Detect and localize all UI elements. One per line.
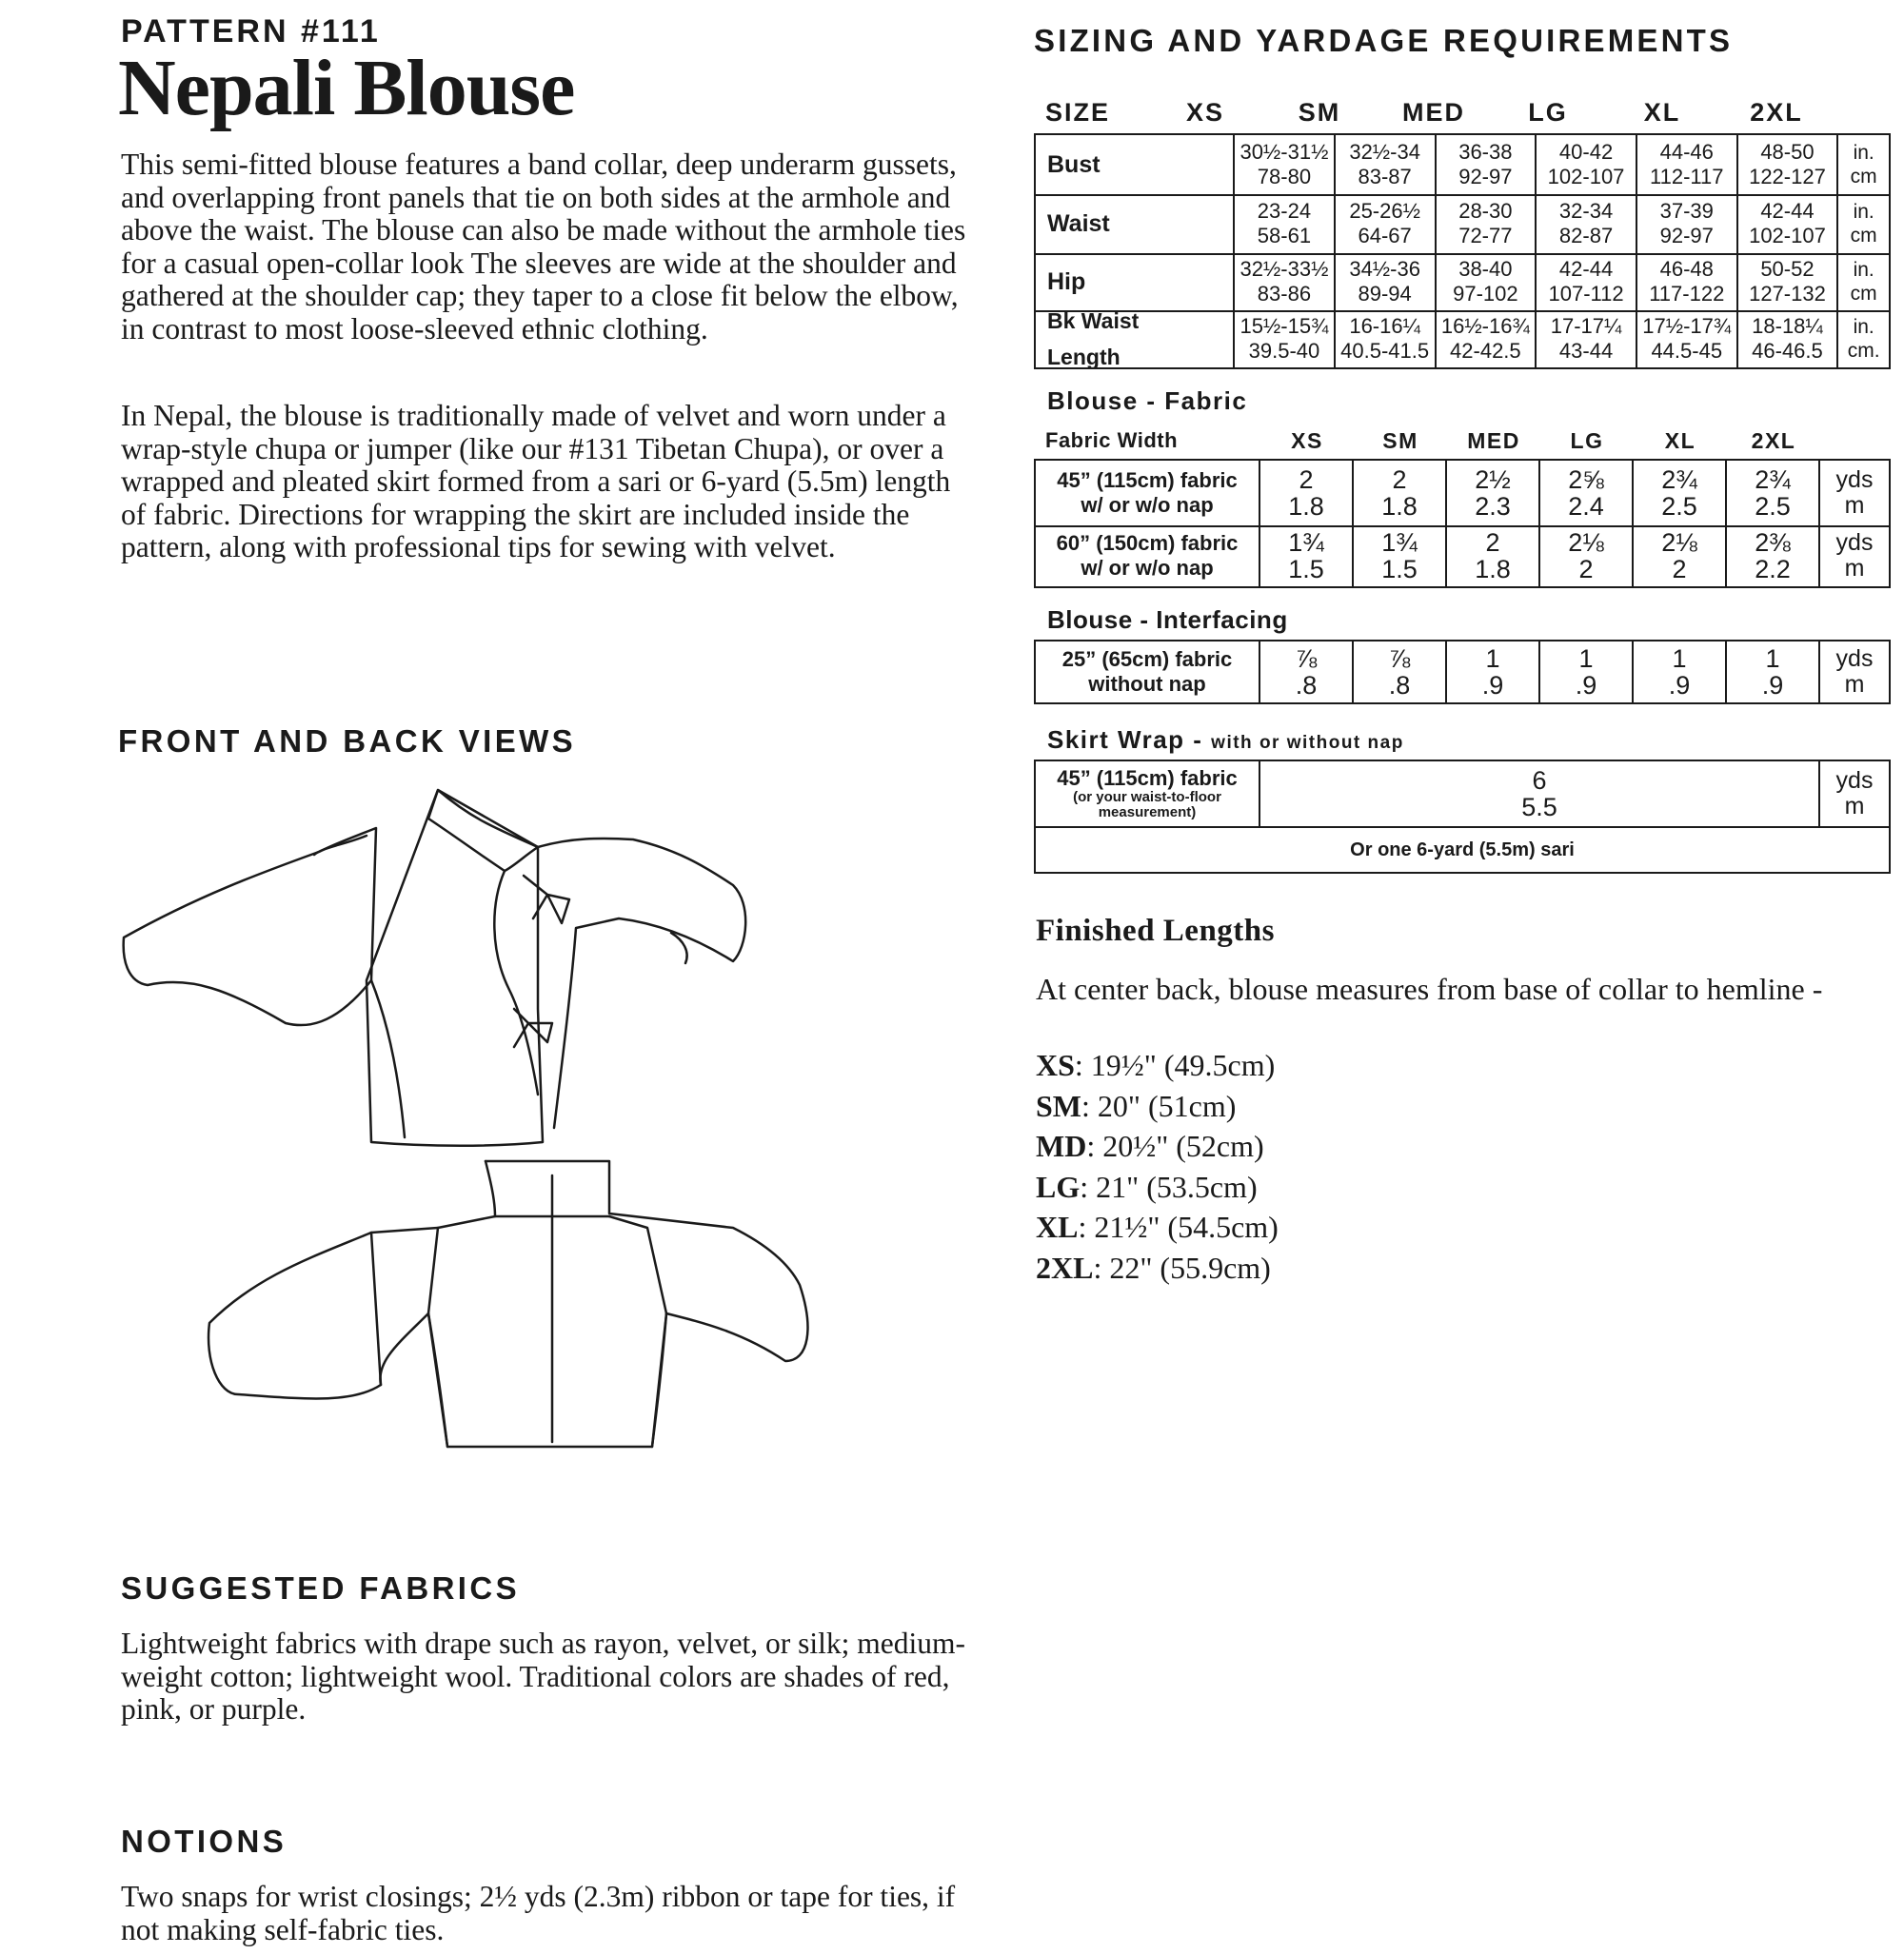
notions-text: Two snaps for wrist closings; 2½ yds (2.3m) ribbon or tape for ties, if not making self-fabric ties.: [121, 1880, 956, 1946]
fabric-width-header-row: Fabric Width XS SM MED LG XL 2XL: [1045, 428, 1796, 453]
blouse-interfacing-table: [1034, 640, 1891, 704]
table-row: Bk Waist Length 15½-15¾ 39.5-40 16-16¼ 40.5-41.5 16½-16¾ 42-42.5 17-17¼ 43-44 17½-17¾ 44.5-45 18-18¼ 46-46.5 in. cm.: [1036, 310, 1889, 367]
skirt-wrap-table: [1034, 760, 1891, 828]
table-row: Bust 30½-31½ 78-80 32½-34 83-87 36-38 92-97 40-42 102-107 44-46 112-117 48-50 122-127 in. cm: [1036, 135, 1889, 196]
blouse-interfacing-title: Blouse - Interfacing: [1047, 605, 1288, 634]
intro-paragraph-1: This semi-fitted blouse features a band collar, deep underarm gussets, and overlapping front panels that tie on both sides at the armhole and above the waist. The blouse can also be made without the armhole ties for a casual open-collar look The sleeves are wide at the shoulder and gathered at the shoulder cap; they taper to a close fit below the elbow, in contrast to most loose-sleeved ethnic clothing.: [121, 148, 966, 345]
blouse-fabric-table: [1034, 459, 1891, 588]
size-header-row: [1034, 91, 1891, 133]
list-item: SM: 20" (51cm): [1036, 1088, 1237, 1123]
fabrics-text: Lightweight fabrics with drape such as rayon, velvet, or silk; medium-weight cotton; lightweight wool. Traditional colors are shades of red, pink, or purple.: [121, 1627, 966, 1726]
table-row: 45” (115cm) fabric (or your waist-to-floor measurement) 6 5.5 yds m: [1036, 761, 1889, 826]
finished-lengths-heading: Finished Lengths: [1036, 914, 1275, 948]
size-med: MED: [1402, 98, 1465, 127]
size-xl: XL: [1643, 98, 1681, 127]
size-sm: SM: [1298, 98, 1341, 127]
list-item: XL: 21½" (54.5cm): [1036, 1210, 1279, 1244]
sizing-heading: SIZING AND YARDAGE REQUIREMENTS: [1034, 23, 1734, 58]
finished-lengths-intro: At center back, blouse measures from base of collar to hemline -: [1036, 972, 1823, 1006]
table-row: 60” (150cm) fabric w/ or w/o nap 1¾ 1.5 1¾ 1.5 2 1.8 2⅛ 2 2⅛ 2 2⅜ 2.2 yds m: [1036, 525, 1889, 586]
size-xs: XS: [1185, 98, 1225, 127]
garment-drawings: [114, 780, 971, 1504]
size-2xl: 2XL: [1750, 98, 1803, 127]
front-view-drawing: [124, 790, 746, 1146]
size-label: SIZE: [1045, 98, 1111, 127]
list-item: MD: 20½" (52cm): [1036, 1129, 1264, 1163]
finished-lengths-list: [1036, 1045, 1279, 1288]
size-lg: LG: [1528, 98, 1568, 127]
list-item: XS: 19½" (49.5cm): [1036, 1048, 1276, 1082]
blouse-fabric-title: Blouse - Fabric: [1047, 386, 1248, 415]
table-row: Waist 23-24 58-61 25-26½ 64-67 28-30 72-77 32-34 82-87 37-39 92-97 42-44 102-107 in. cm: [1036, 194, 1889, 255]
views-heading: FRONT AND BACK VIEWS: [118, 723, 577, 759]
page-title: Nepali Blouse: [118, 44, 575, 132]
skirt-sari-note: Or one 6-yard (5.5m) sari: [1034, 828, 1891, 874]
pattern-number: PATTERN #111: [121, 13, 381, 49]
table-row: Hip 32½-33½ 83-86 34½-36 89-94 38-40 97-102 42-44 107-112 46-48 117-122 50-52 127-132 in. cm: [1036, 253, 1889, 312]
list-item: 2XL: 22" (55.9cm): [1036, 1250, 1271, 1285]
body-measurements-table: [1034, 133, 1891, 369]
skirt-wrap-title: Skirt Wrap - with or without nap: [1047, 725, 1404, 754]
notions-heading: NOTIONS: [121, 1824, 288, 1859]
table-row: 25” (65cm) fabric without nap ⅞ .8 ⅞ .8 1 .9 1 .9 1 .9 1 .9 yds m: [1036, 641, 1889, 702]
table-row: 45” (115cm) fabric w/ or w/o nap 2 1.8 2 1.8 2½ 2.3 2⅝ 2.4 2¾ 2.5 2¾ 2.5 yds m: [1036, 461, 1889, 527]
intro-paragraph-2: In Nepal, the blouse is traditionally made of velvet and worn under a wrap-style chupa or jumper (like our #131 Tibetan Chupa), or over a wrapped and pleated skirt formed from a sari or 6-yard (5.5m) length of fabric. Directions for wrapping the skirt are included inside the pattern, along with professional tips for sewing with velvet.: [121, 399, 951, 563]
back-view-drawing: [208, 1161, 807, 1447]
fabrics-heading: SUGGESTED FABRICS: [121, 1570, 521, 1606]
list-item: LG: 21" (53.5cm): [1036, 1169, 1258, 1204]
